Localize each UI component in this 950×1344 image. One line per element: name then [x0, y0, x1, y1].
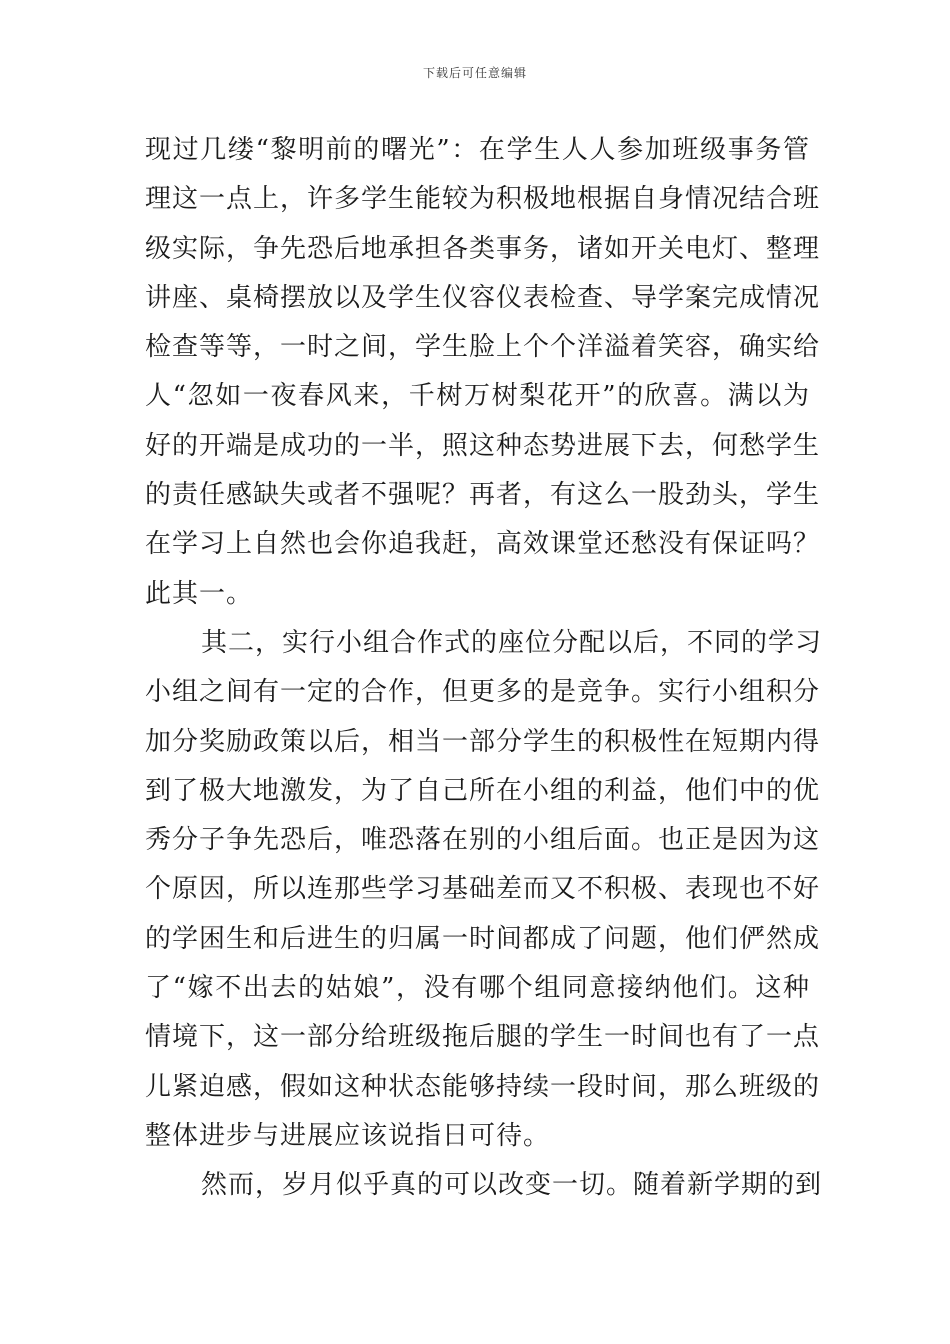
text-line: 现过几缕“黎明前的曙光”：在学生人人参加班级事务管: [145, 135, 810, 165]
text-line: 级实际，争先恐后地承担各类事务，诸如开关电灯、整理: [145, 233, 821, 264]
text-line: 然而，岁月似乎真的可以改变一切。随着新学期的到: [201, 1170, 823, 1201]
text-line: 了“嫁不出去的姑娘”，没有哪个组同意接纳他们。这种: [145, 973, 810, 1004]
text-line: 讲座、桌椅摆放以及学生仪容仪表检查、导学案完成情况: [145, 282, 821, 313]
text-line: 到了极大地激发，为了自己所在小组的利益，他们中的优: [145, 775, 821, 806]
text-line: 个原因，所以连那些学习基础差而又不积极、表现也不好: [145, 874, 821, 905]
body-text: [145, 126, 823, 1211]
text-line: 理这一点上，许多学生能较为积极地根据自身情况结合班: [145, 184, 821, 215]
text-line: 加分奖励政策以后，相当一部分学生的积极性在短期内得: [145, 726, 821, 757]
text-line: 在学习上自然也会你追我赶，高效课堂还愁没有保证吗？: [145, 529, 821, 560]
text-line: 秀分子争先恐后，唯恐落在别的小组后面。也正是因为这: [145, 825, 821, 856]
text-line: 好的开端是成功的一半，照这种态势进展下去，何愁学生: [145, 430, 821, 461]
page-header: 下载后可任意编辑: [422, 66, 527, 80]
text-line: 人“忽如一夜春风来，千树万树梨花开”的欣喜。满以为: [145, 381, 810, 412]
text-line: 检查等等，一时之间，学生脸上个个洋溢着笑容，确实给: [145, 332, 821, 363]
text-line: 儿紧迫感，假如这种状态能够持续一段时间，那么班级的: [145, 1071, 821, 1102]
text-line: 此其一。: [145, 578, 254, 609]
text-line: 的学困生和后进生的归属一时间都成了问题，他们俨然成: [145, 923, 821, 954]
text-line: 小组之间有一定的合作，但更多的是竞争。实行小组积分: [145, 677, 821, 708]
text-line: 整体进步与进展应该说指日可待。: [145, 1120, 551, 1151]
text-line: 情境下，这一部分给班级拖后腿的学生一时间也有了一点: [145, 1022, 821, 1053]
text-line: 的责任感缺失或者不强呢？再者，有这么一股劲头，学生: [145, 480, 821, 511]
text-line: 其二，实行小组合作式的座位分配以后，不同的学习: [201, 627, 823, 658]
